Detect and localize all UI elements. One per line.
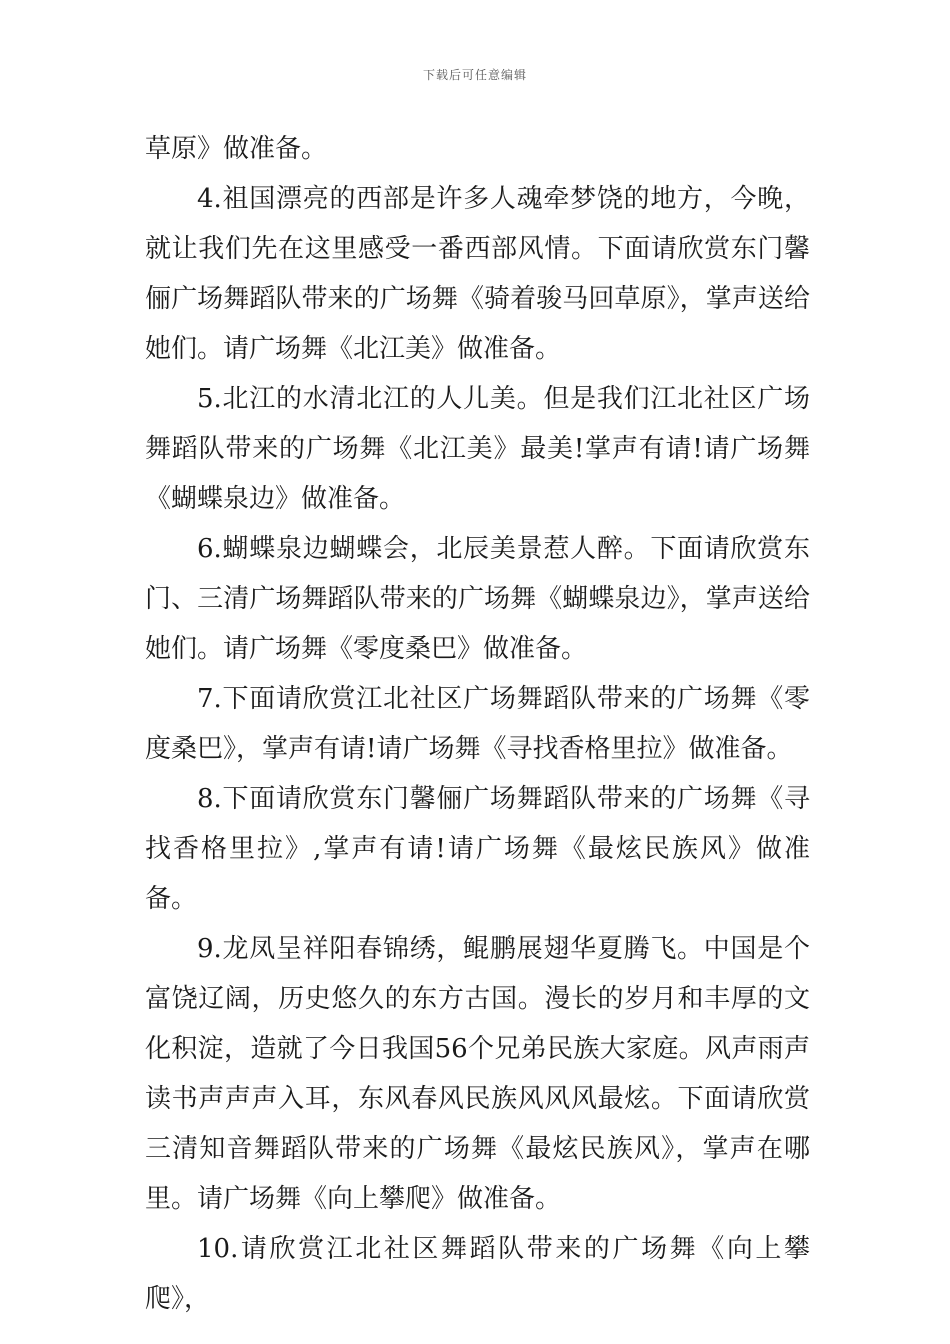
paragraph-item-5: 5.北江的水清北江的人儿美。但是我们江北社区广场舞蹈队带来的广场舞《北江美》最美!掌声有请!请广场舞《蝴蝶泉边》做准备。: [145, 384, 810, 514]
page-header: 下载后可任意编辑: [422, 68, 527, 82]
paragraph-item-7: 7.下面请欣赏江北社区广场舞蹈队带来的广场舞《零度桑巴》，掌声有请!请广场舞《寻找香格里拉》做准备。: [145, 684, 810, 764]
paragraph-item-8: 8.下面请欣赏东门馨俪广场舞蹈队带来的广场舞《寻找香格里拉》,掌声有请!请广场舞《最炫民族风》做准备。: [145, 784, 810, 914]
paragraph-item-6: 6.蝴蝶泉边蝴蝶会，北辰美景惹人醉。下面请欣赏东门、三清广场舞蹈队带来的广场舞《蝴蝶泉边》，掌声送给她们。请广场舞《零度桑巴》做准备。: [145, 534, 810, 664]
paragraph-item-10: 10.请欣赏江北社区舞蹈队带来的广场舞《向上攀爬》，: [145, 1234, 810, 1314]
paragraph-item-4: 4.祖国漂亮的西部是许多人魂牵梦饶的地方，今晚，就让我们先在这里感受一番西部风情。下面请欣赏东门馨俪广场舞蹈队带来的广场舞《骑着骏马回草原》，掌声送给她们。请广场舞《北江美》做准备。: [145, 184, 810, 364]
document-body: [145, 124, 810, 1324]
paragraph-item-9: 9.龙凤呈祥阳春锦绣，鲲鹏展翅华夏腾飞。中国是个富饶辽阔，历史悠久的东方古国。漫长的岁月和丰厚的文化积淀，造就了今日我国56个兄弟民族大家庭。风声雨声读书声声声入耳，东风春风民族风风风最炫。下面请欣赏三清知音舞蹈队带来的广场舞《最炫民族风》，掌声在哪里。请广场舞《向上攀爬》做准备。: [145, 934, 810, 1214]
paragraph-continuation: 草原》做准备。: [145, 134, 328, 164]
